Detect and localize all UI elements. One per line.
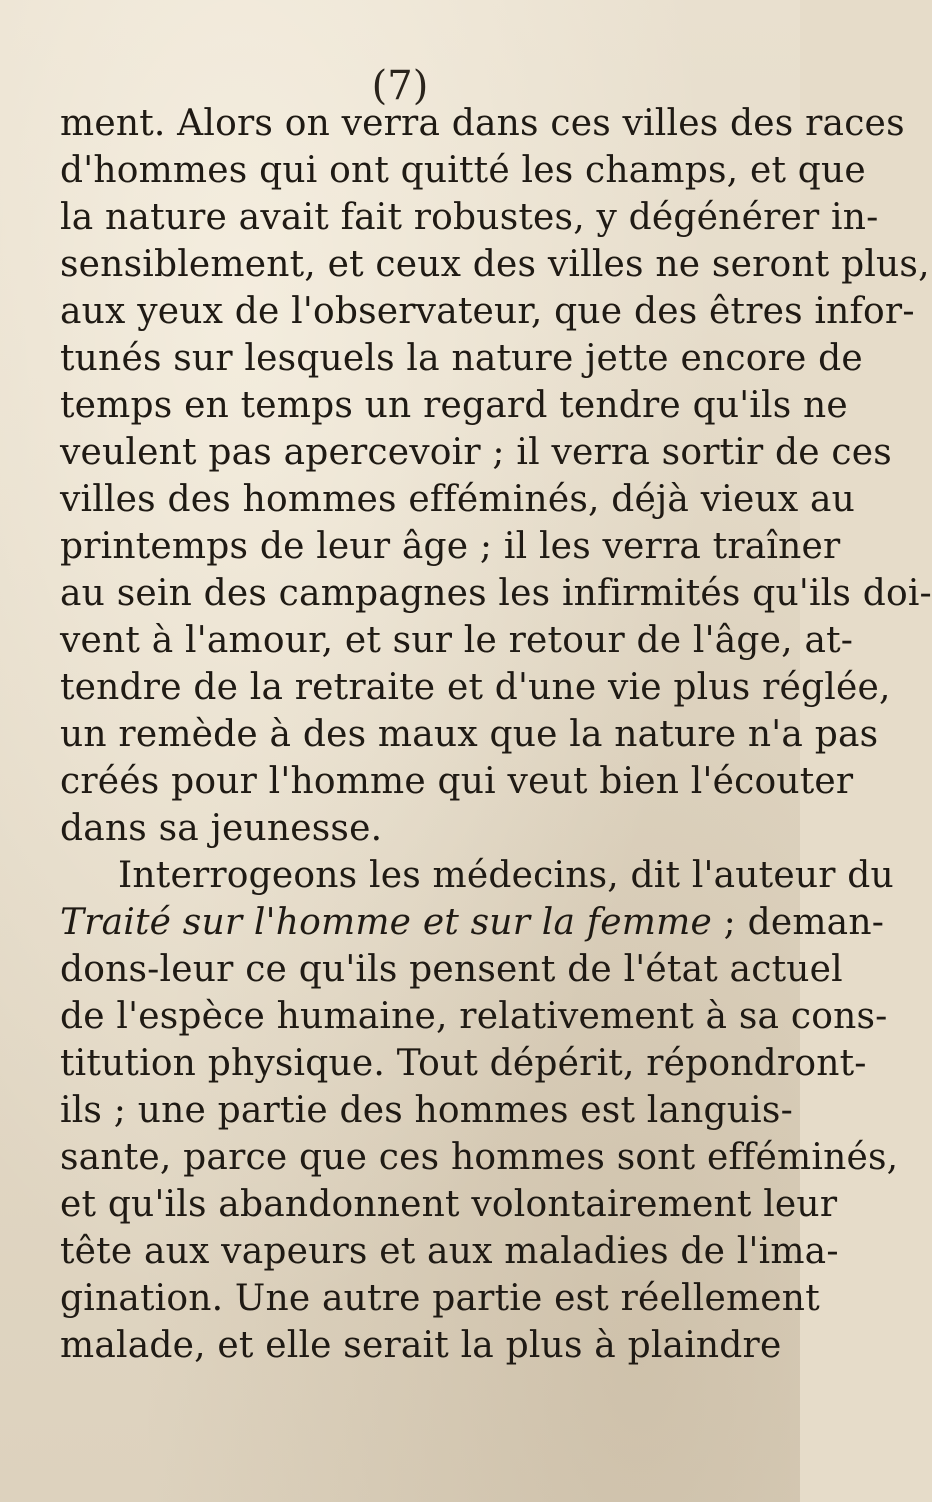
text-line: gination. Une autre partie est réellement: [60, 1278, 820, 1319]
text-line: d'hommes qui ont quitté les champs, et que: [60, 150, 866, 191]
text-line: la nature avait fait robustes, y dégénérer in-: [60, 197, 879, 238]
text-line: dons-leur ce qu'ils pensent de l'état actuel: [60, 949, 843, 990]
text-line: au sein des campagnes les infirmités qu'ils doi-: [60, 573, 932, 614]
text-line: titution physique. Tout dépérit, répondront-: [60, 1043, 867, 1084]
text-line: ment. Alors on verra dans ces villes des races: [60, 103, 905, 144]
text-line: malade, et elle serait la plus à plaindre: [60, 1325, 782, 1366]
text-line: dans sa jeunesse.: [60, 808, 383, 849]
text-line: villes des hommes efféminés, déjà vieux au: [60, 479, 856, 520]
text-fragment: ; deman-: [711, 902, 885, 943]
text-line: ils ; une partie des hommes est languis-: [60, 1090, 793, 1131]
text-line: sensiblement, et ceux des villes ne seront plus,: [60, 244, 930, 285]
text-line: aux yeux de l'observateur, que des êtres infor-: [60, 291, 915, 332]
body-text: [60, 100, 932, 1369]
text-line: temps en temps un regard tendre qu'ils ne: [60, 385, 848, 426]
text-line: et qu'ils abandonnent volontairement leur: [60, 1184, 838, 1225]
text-line: printemps de leur âge ; il les verra traîner: [60, 526, 841, 567]
page-number: (7): [371, 63, 429, 109]
text-line: créés pour l'homme qui veut bien l'écouter: [60, 761, 854, 802]
text-line: de l'espèce humaine, relativement à sa cons-: [60, 996, 888, 1037]
text-line-mixed: [60, 899, 885, 946]
text-line: Interrogeons les médecins, dit l'auteur du: [118, 855, 894, 896]
text-line: sante, parce que ces hommes sont efféminés,: [60, 1137, 899, 1178]
text-line: tendre de la retraite et d'une vie plus réglée,: [60, 667, 891, 708]
text-line: tête aux vapeurs et aux maladies de l'ima-: [60, 1231, 839, 1272]
text-line: un remède à des maux que la nature n'a pas: [60, 714, 879, 755]
text-line: tunés sur lesquels la nature jette encore de: [60, 338, 863, 379]
book-title-italic: Traité sur l'homme et sur la femme: [60, 902, 712, 943]
text-line: veulent pas apercevoir ; il verra sortir de ces: [60, 432, 892, 473]
text-line: vent à l'amour, et sur le retour de l'âge, at-: [60, 620, 854, 661]
